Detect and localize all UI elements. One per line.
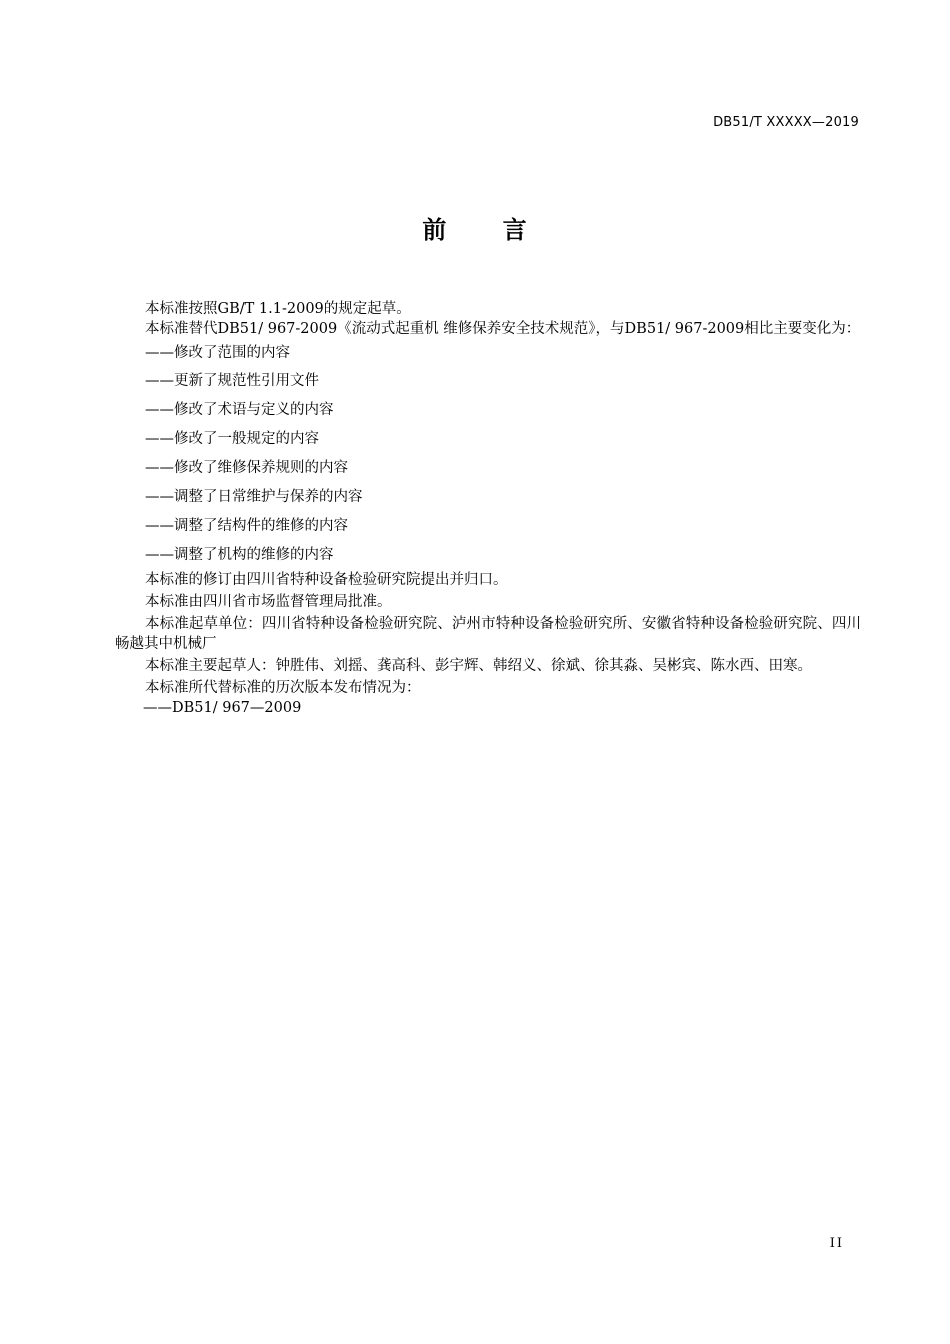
page-title: 前 言 bbox=[422, 216, 528, 244]
paragraph-approver: 本标准由四川省市场监督管理局批准。 bbox=[145, 594, 392, 610]
list-item: ——修改了术语与定义的内容 bbox=[145, 402, 334, 418]
paragraph-drafting-rule: 本标准按照GB/T 1.1-2009的规定起草。 bbox=[145, 301, 411, 317]
foreword-body bbox=[115, 299, 861, 718]
list-item: ——更新了规范性引用文件 bbox=[145, 373, 319, 389]
list-item: ——调整了结构件的维修的内容 bbox=[145, 518, 348, 534]
list-item: ——修改了范围的内容 bbox=[145, 345, 290, 361]
paragraph-replacement: 本标准替代DB51/ 967-2009《流动式起重机 维修保养安全技术规范》，与DB51/ 967-2009相比主要变化为： bbox=[145, 321, 861, 337]
list-item: ——调整了机构的维修的内容 bbox=[145, 547, 334, 563]
changes-list bbox=[115, 339, 861, 570]
paragraph-drafting-units: 本标准起草单位：四川省特种设备检验研究院、泸州市特种设备检验研究所、安徽省特种设备检验研究院、四川畅越其中机械厂 bbox=[115, 616, 861, 652]
document-code: DB51/T XXXXX—2019 bbox=[713, 115, 859, 130]
page-number: II bbox=[829, 1236, 844, 1251]
list-item: ——修改了维修保养规则的内容 bbox=[145, 460, 348, 476]
paragraph-history-intro: 本标准所代替标准的历次版本发布情况为： bbox=[145, 680, 421, 696]
history-item: ——DB51/ 967—2009 bbox=[143, 700, 302, 716]
list-item: ——调整了日常维护与保养的内容 bbox=[145, 489, 363, 505]
paragraph-drafters: 本标准主要起草人：钟胜伟、刘摇、龚高科、彭宇辉、韩绍义、徐斌、徐其淼、吴彬宾、陈水西、田寒。 bbox=[145, 658, 812, 674]
paragraph-proposer: 本标准的修订由四川省特种设备检验研究院提出并归口。 bbox=[145, 572, 508, 588]
list-item: ——修改了一般规定的内容 bbox=[145, 431, 319, 447]
